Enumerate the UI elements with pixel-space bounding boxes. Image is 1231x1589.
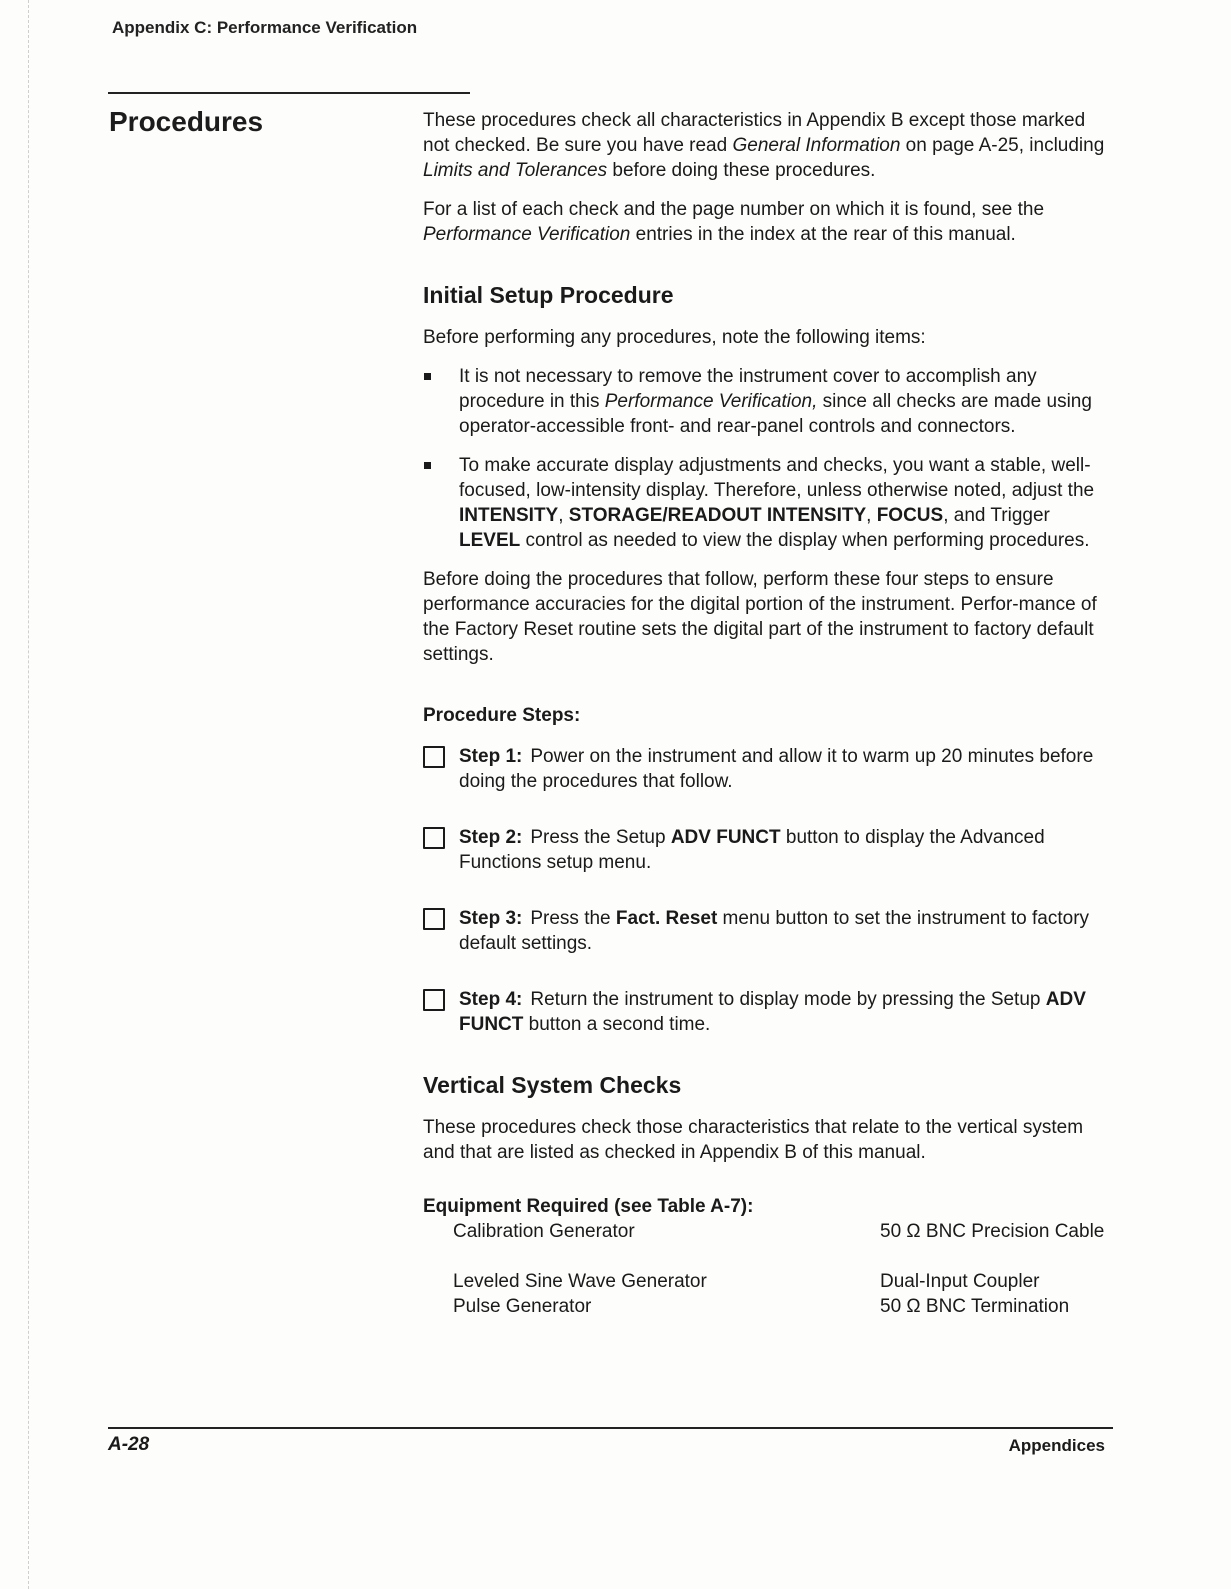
procedure-step-3	[423, 906, 1113, 956]
equipment-item: Dual-Input Coupler	[880, 1271, 1040, 1292]
section-title: Procedures	[109, 106, 264, 137]
equipment-item: Pulse Generator	[453, 1296, 592, 1317]
equipment-item: Leveled Sine Wave Generator	[453, 1271, 707, 1292]
square-bullet-icon	[424, 373, 431, 380]
intro-paragraph-2: For a list of each check and the page number on which it is found, see the Performance Verification entries in the index at the rear of this manual.	[423, 199, 1045, 245]
step-label: Step 1:	[459, 746, 523, 767]
setup-bullet-item	[423, 364, 1113, 439]
step-label: Step 4:	[459, 989, 523, 1010]
header-rule	[108, 92, 470, 94]
setup-bullet-text: To make accurate display adjustments and checks, you want a stable, well-focused, low-intensity display. Therefore, unless otherwise noted, adjust the INTENSITY, STORAGE/READOUT INTENSITY, FOCUS, and Trigger LEVEL control as needed to view the display when performing procedures.	[459, 455, 1095, 551]
equipment-spacer	[880, 1244, 1115, 1269]
procedure-step-4	[423, 987, 1113, 1037]
step-text: Return the instrument to display mode by pressing the Setup ADV FUNCT button a second time.	[459, 989, 1086, 1035]
vertical-checks-heading: Vertical System Checks	[423, 1072, 682, 1098]
footer-rule	[108, 1427, 1113, 1429]
vertical-checks-text: These procedures check those characteristics that relate to the vertical system and that are listed as checked in Appendix B of this manual.	[423, 1117, 1084, 1163]
setup-bullet-list	[423, 364, 1113, 553]
equipment-item: 50 Ω BNC Precision Cable	[880, 1221, 1105, 1242]
running-head: Appendix C: Performance Verification	[112, 18, 418, 37]
equipment-required-heading: Equipment Required (see Table A-7):	[423, 1196, 754, 1217]
initial-setup-lead: Before performing any procedures, note the following items:	[423, 327, 926, 348]
checkbox-icon[interactable]	[423, 908, 445, 930]
checkbox-icon[interactable]	[423, 746, 445, 768]
procedure-step-1	[423, 744, 1113, 794]
setup-after-paragraph: Before doing the procedures that follow, perform these four steps to ensure performance accuracies for the digital portion of the instrument. Perfor-mance of the Factory Reset routine sets the digital part of the instrument to factory default settings.	[423, 569, 1097, 665]
setup-bullet-text: It is not necessary to remove the instrument cover to accomplish any procedure in this Performance Verification, since all checks are made using operator-accessible front- and rear-panel controls and connectors.	[459, 366, 1092, 437]
equipment-item: Calibration Generator	[453, 1221, 635, 1242]
procedure-step-2	[423, 825, 1113, 875]
equipment-list	[453, 1219, 1113, 1319]
checkbox-icon[interactable]	[423, 827, 445, 849]
procedure-steps-heading: Procedure Steps:	[423, 705, 581, 726]
square-bullet-icon	[424, 462, 431, 469]
setup-bullet-item	[423, 453, 1113, 553]
page-number: A-28	[108, 1434, 150, 1455]
footer-section: Appendices	[1008, 1436, 1105, 1455]
step-text: Press the Fact. Reset menu button to set the instrument to factory default settings.	[459, 908, 1090, 954]
step-text: Press the Setup ADV FUNCT button to display the Advanced Functions setup menu.	[459, 827, 1045, 873]
binding-edge	[28, 0, 29, 1589]
step-label: Step 3:	[459, 908, 523, 929]
main-column	[423, 108, 1113, 1319]
checkbox-icon[interactable]	[423, 989, 445, 1011]
step-text: Power on the instrument and allow it to warm up 20 minutes before doing the procedures that follow.	[459, 746, 1094, 792]
equipment-item: 50 Ω BNC Termination	[880, 1296, 1070, 1317]
equipment-spacer	[453, 1244, 880, 1269]
intro-paragraph-1: These procedures check all characteristics in Appendix B except those marked not checked. Be sure you have read General Information on page A-25, including Limits and Tolerances before doing these procedures.	[423, 110, 1105, 181]
initial-setup-heading: Initial Setup Procedure	[423, 282, 674, 308]
step-label: Step 2:	[459, 827, 523, 848]
